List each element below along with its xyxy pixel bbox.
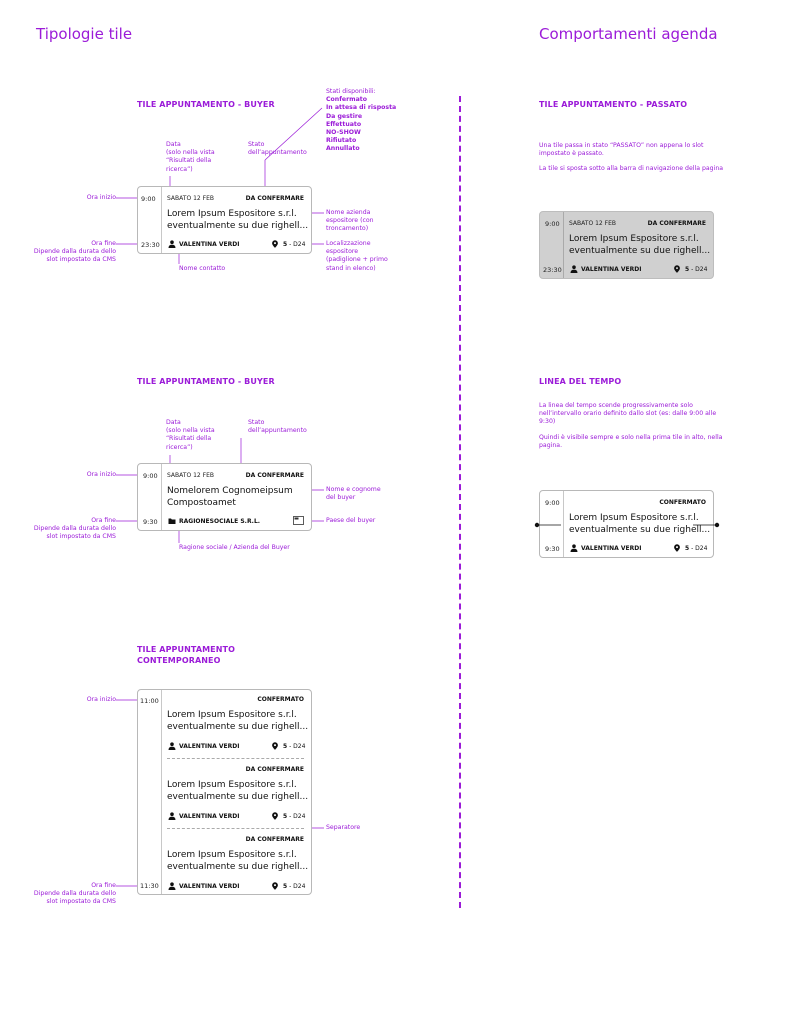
country-flag-icon — [293, 516, 304, 525]
person-icon — [570, 544, 578, 552]
section-title-buyer: TILE APPUNTAMENTO - BUYER — [137, 100, 275, 109]
annotation-ora-inizio: Ora inizio — [86, 194, 116, 201]
annotation-stato-2: Stato dell’appuntamento — [248, 419, 307, 435]
exhibitor-name: Lorem Ipsum Espositore s.r.l. eventualmente su due righell... — [569, 513, 711, 535]
timeline-indicator — [533, 520, 721, 530]
contact-name: VALENTINA VERDI — [581, 266, 642, 273]
annotation-ora-fine-3: Ora fine Dipende dalla durata dello slot impostato da CMS — [33, 882, 116, 906]
stand-location: 5 - D24 — [685, 545, 708, 552]
location-pin-icon — [673, 265, 681, 273]
appointment-tile-buyer[interactable] — [137, 186, 312, 254]
annotation-data: Data (solo nella vista “Risultati della ricerca”) — [166, 141, 215, 173]
status-badge: DA CONFERMARE — [245, 195, 304, 202]
annotation-stato: Stato dell’appuntamento — [248, 141, 307, 157]
person-icon — [168, 742, 176, 750]
status-badge: DA CONFERMARE — [245, 766, 304, 773]
exhibitor-name[interactable]: Lorem Ipsum Espositore s.r.l. eventualmente su due righell... — [167, 710, 309, 732]
end-time: 9:30 — [545, 545, 560, 553]
appointment-tile-concurrent[interactable] — [137, 689, 312, 895]
location-pin-icon — [271, 240, 279, 248]
location-pin-icon — [673, 544, 681, 552]
exhibitor-name[interactable]: Lorem Ipsum Espositore s.r.l. eventualmente su due righell... — [167, 850, 309, 872]
start-time: 9:00 — [143, 472, 158, 480]
section-title-passato: TILE APPUNTAMENTO - PASSATO — [539, 100, 688, 109]
start-time: 9:00 — [141, 195, 156, 203]
status-badge: DA CONFERMARE — [245, 472, 304, 479]
end-time: 23:30 — [543, 266, 562, 274]
description-passato: Una tile passa in stato “PASSATO” non appena lo slot impostato è passato. La tile si sposta sotto alla barra di navigazione della pagina — [539, 142, 724, 173]
contact-name: VALENTINA VERDI — [179, 743, 240, 750]
folder-icon — [168, 517, 176, 525]
annotation-ora-fine: Ora fine Dipende dalla durata dello slot impostato da CMS — [33, 240, 116, 264]
heading-left: Tipologie tile — [36, 25, 133, 43]
stand-location: 5 - D24 — [283, 883, 306, 890]
exhibitor-name: Lorem Ipsum Espositore s.r.l. eventualmente su due righell... — [569, 234, 711, 256]
annotation-ora-fine-2: Ora fine Dipende dalla durata dello slot impostato da CMS — [33, 517, 116, 541]
buyer-name: Nomelorem Cognomeipsum Compostoamet — [167, 486, 293, 508]
person-icon — [570, 265, 578, 273]
annotation-nome-azienda: Nome azienda espositore (con troncamento) — [326, 209, 374, 233]
annotation-nome-contatto: Nome contatto — [179, 265, 226, 272]
contact-name: VALENTINA VERDI — [179, 883, 240, 890]
stand-location: 5 - D24 — [283, 743, 306, 750]
annotation-ora-inizio-3: Ora inizio — [86, 696, 116, 703]
annotation-separatore: Separatore — [326, 824, 361, 831]
description-linea-tempo: La linea del tempo scende progressivamente solo nell’intervallo orario definito dallo slot (es: dalle 9:00 alle 9:30) Quindi è visibile sempre e solo nella prima tile in alto, nella pagina. — [539, 402, 723, 449]
appointment-date: SABATO 12 FEB — [167, 472, 214, 479]
person-icon — [168, 882, 176, 890]
annotation-ragione-sociale: Ragione sociale / Azienda del Buyer — [179, 544, 290, 551]
annotation-stati-disponibili: Stati disponibili: Confermato In attesa di risposta Da gestire Effettuato NO-SHOW Rifiutato Annullato — [326, 88, 397, 153]
person-icon — [168, 240, 176, 248]
end-time: 23:30 — [141, 241, 160, 249]
appointment-date: SABATO 12 FEB — [569, 220, 616, 227]
annotation-ora-inizio-2: Ora inizio — [86, 471, 116, 478]
annotation-data-2: Data (solo nella vista “Risultati della ricerca”) — [166, 419, 215, 451]
end-time: 11:30 — [140, 882, 159, 890]
separator — [167, 828, 304, 829]
appointment-date: SABATO 12 FEB — [167, 195, 214, 202]
location-pin-icon — [271, 742, 279, 750]
exhibitor-name: Lorem Ipsum Espositore s.r.l. eventualmente su due righell... — [167, 209, 309, 231]
annotation-nome-buyer: Nome e cognome del buyer — [326, 486, 381, 502]
section-title-contemporaneo: TILE APPUNTAMENTO CONTEMPORANEO — [137, 645, 235, 665]
status-badge: DA CONFERMARE — [245, 836, 304, 843]
separator — [167, 758, 304, 759]
status-badge: CONFERMATO — [659, 499, 706, 506]
time-column — [138, 690, 162, 894]
end-time: 9:30 — [143, 518, 158, 526]
location-pin-icon — [271, 812, 279, 820]
section-title-linea-tempo: LINEA DEL TEMPO — [539, 377, 622, 386]
annotation-localizzazione: Localizzazione espositore (padiglione + primo stand in elenco) — [326, 240, 388, 272]
start-time: 11:00 — [140, 697, 159, 705]
heading-right: Comportamenti agenda — [539, 25, 718, 43]
contact-name: VALENTINA VERDI — [581, 545, 642, 552]
appointment-tile-buyer-contact[interactable] — [137, 463, 312, 531]
start-time: 9:00 — [545, 220, 560, 228]
stand-location: 5 - D24 — [283, 813, 306, 820]
section-title-buyer-2: TILE APPUNTAMENTO - BUYER — [137, 377, 275, 386]
annotation-paese: Paese del buyer — [326, 517, 376, 524]
status-badge: CONFERMATO — [257, 696, 304, 703]
status-badge: DA CONFERMARE — [647, 220, 706, 227]
contact-name: VALENTINA VERDI — [179, 241, 240, 248]
start-time: 9:00 — [545, 499, 560, 507]
person-icon — [168, 812, 176, 820]
stand-location: 5 - D24 — [283, 241, 306, 248]
exhibitor-name[interactable]: Lorem Ipsum Espositore s.r.l. eventualmente su due righell... — [167, 780, 309, 802]
stand-location: 5 - D24 — [685, 266, 708, 273]
contact-name: VALENTINA VERDI — [179, 813, 240, 820]
appointment-tile-past[interactable] — [539, 211, 714, 279]
company-name: RAGIONESOCIALE S.R.L. — [179, 518, 261, 525]
location-pin-icon — [271, 882, 279, 890]
